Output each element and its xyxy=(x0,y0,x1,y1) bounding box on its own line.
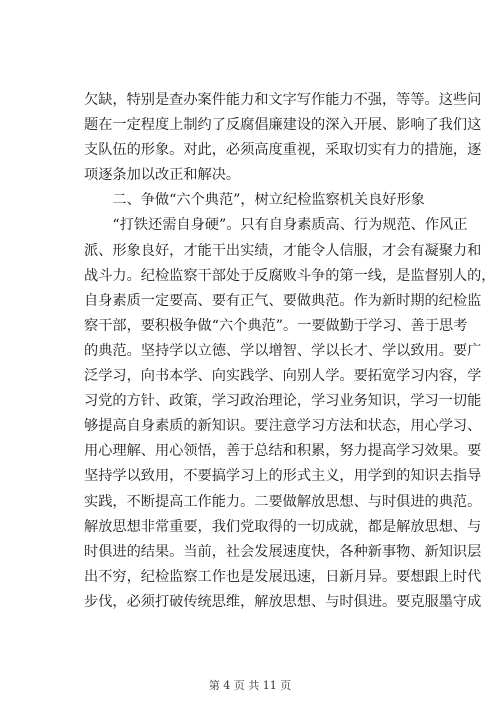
text-line-15: 用心理解、用心领悟，善于总结和积累，努力提高学习效果。要 xyxy=(84,443,482,460)
text-line-16: 坚持学以致用，不要搞学习上的形式主义，用学到的知识去指导 xyxy=(84,468,482,485)
text-line-20: 出不穷，纪检监察工作也是发展迅速，日新月异。要想跟上时代 xyxy=(84,568,482,585)
page-number-footer: 第 4 页 共 11 页 xyxy=(208,679,292,692)
text-line-21: 步伐，必须打破传统思维，解放思想、与时俱进。要克服墨守成 xyxy=(84,593,482,610)
text-line-12: 泛学习，向书本学、向实践学、向别人学。要拓宽学习内容，学 xyxy=(84,368,482,385)
text-line-11: 的典范。坚持学以立德、学以增智、学以长才、学以致用。要广 xyxy=(84,342,482,359)
text-line-6: “打铁还需自身硬”。只有自身素质高、行为规范、作风正 xyxy=(84,217,468,234)
text-line-13: 习党的方针、政策，学习政治理论，学习业务知识，学习一切能 xyxy=(84,393,482,410)
text-line-7: 派、形象良好，才能干出实绩，才能令人信服，才会有凝聚力和 xyxy=(84,242,482,259)
text-line-19: 时俱进的结果。当前，社会发展速度快，各种新事物、新知识层 xyxy=(84,543,482,560)
section-heading: 二、争做“六个典范”，树立纪检监察机关良好形象 xyxy=(84,192,425,209)
text-line-4: 项逐条加以改正和解决。 xyxy=(84,167,241,184)
text-line-17: 实践，不断提高工作能力。二要做解放思想、与时俱进的典范。 xyxy=(84,493,482,510)
text-line-18: 解放思想非常重要，我们党取得的一切成就，都是解放思想、与 xyxy=(84,518,482,535)
text-line-2: 题在一定程度上制约了反腐倡廉建设的深入开展、影响了我们这 xyxy=(84,117,482,134)
document-body xyxy=(84,88,496,615)
text-line-8: 战斗力。纪检监察干部处于反腐败斗争的第一线，是监督别人的， xyxy=(84,267,496,284)
text-line-3: 支队伍的形象。对此，必须高度重视，采取切实有力的措施，逐 xyxy=(84,142,482,159)
text-line-1: 欠缺，特别是查办案件能力和文字写作能力不强，等等。这些问 xyxy=(84,92,482,108)
text-line-10: 察干部，要积极争做“六个典范”。一要做勤于学习、善于思考 xyxy=(84,317,468,334)
text-line-14: 够提高自身素质的新知识。要注意学习方法和状态，用心学习、 xyxy=(84,418,482,435)
text-line-9: 自身素质一定要高、要有正气、要做典范。作为新时期的纪检监 xyxy=(84,292,482,309)
